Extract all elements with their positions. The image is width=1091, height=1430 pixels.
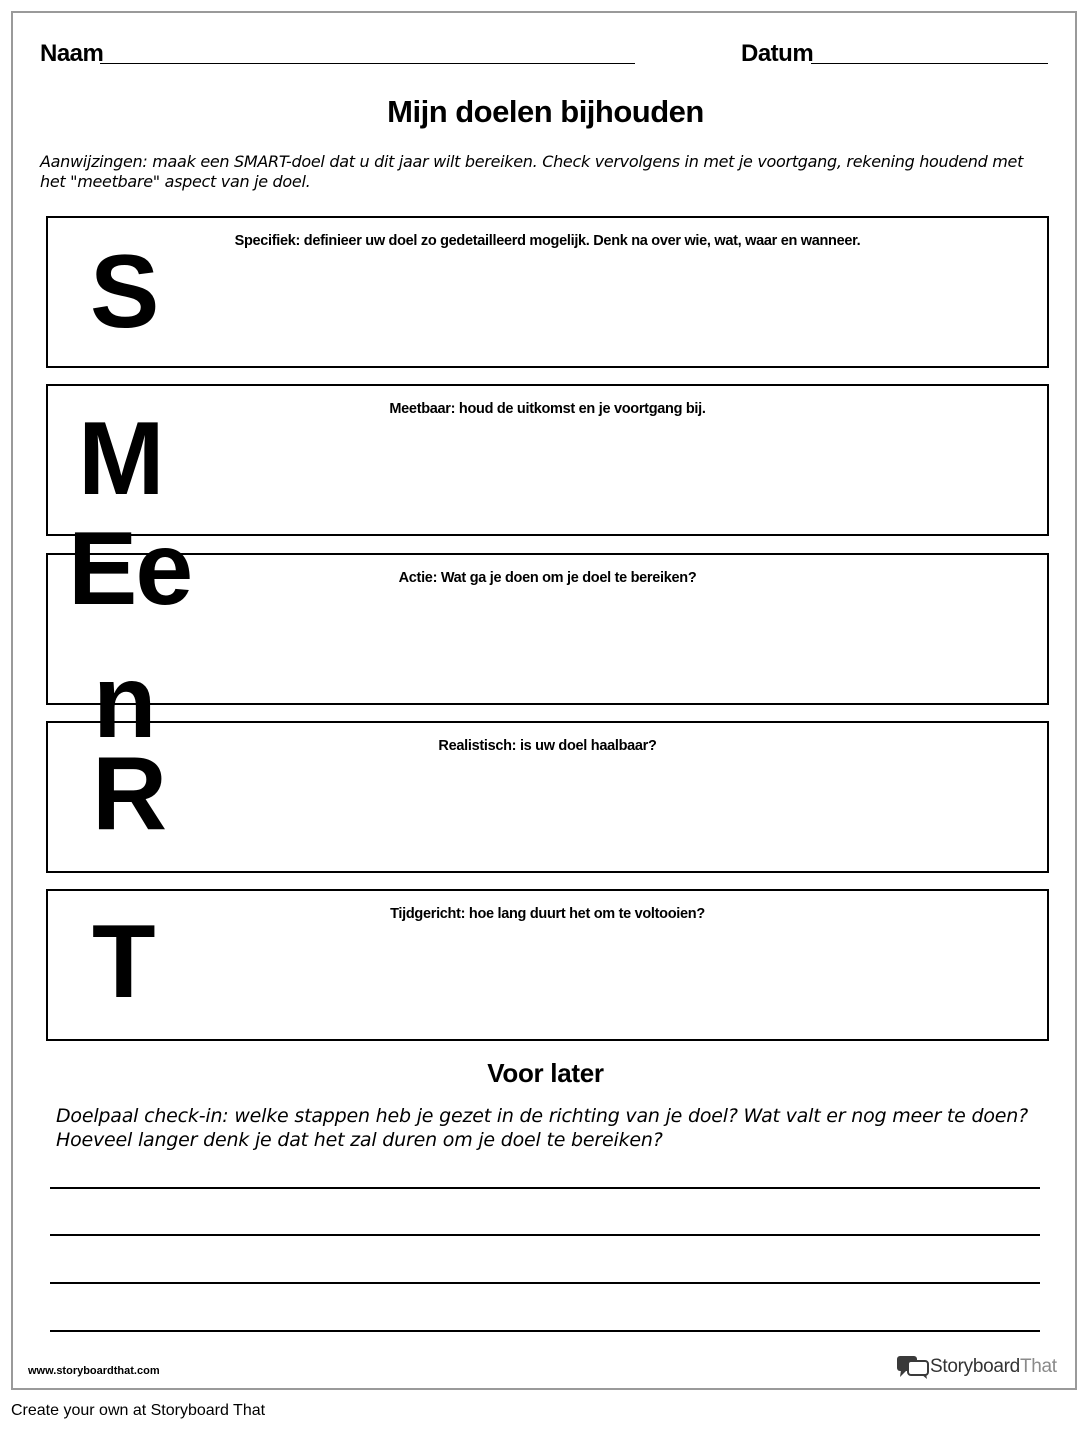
- writing-line[interactable]: [50, 1330, 1040, 1332]
- measurable-box[interactable]: [46, 384, 1049, 536]
- checkin-prompt: Doelpaal check-in: welke stappen heb je gezet in de richting van je doel? Wat valt er nog meer te doen? Hoeveel langer denk je dat het zal duren om je doel te bereiken?: [56, 1105, 1029, 1151]
- name-field-line[interactable]: [100, 63, 635, 64]
- storyboardthat-logo: [896, 1354, 1057, 1380]
- create-your-own-link[interactable]: Create your own at Storyboard That: [11, 1402, 266, 1419]
- later-heading: Voor later: [487, 1058, 604, 1088]
- time-bound-box[interactable]: [46, 889, 1049, 1041]
- letter-s: S: [90, 234, 158, 350]
- name-label: Naam: [40, 40, 104, 67]
- date-label: Datum: [741, 40, 814, 67]
- letter-r: R: [92, 736, 166, 852]
- speech-bubbles-icon: [896, 1354, 930, 1380]
- brand-name: StoryboardThat: [930, 1356, 1057, 1377]
- realistic-label: Realistisch: is uw doel haalbaar?: [438, 738, 657, 754]
- action-label: Actie: Wat ga je doen om je doel te bereiken?: [398, 570, 697, 586]
- date-field-line[interactable]: [811, 63, 1048, 64]
- letter-t: T: [92, 904, 154, 1020]
- letter-n: n: [93, 644, 155, 760]
- time-bound-label: Tijdgericht: hoe lang duurt het om te voltooien?: [390, 906, 705, 922]
- page-title: Mijn doelen bijhouden: [387, 94, 704, 129]
- instructions-text: Aanwijzingen: maak een SMART-doel dat u dit jaar wilt bereiken. Check vervolgens in met je voortgang, rekening houdend met het "meetbare" aspect van je doel.: [40, 152, 1024, 191]
- footer-url: www.storyboardthat.com: [28, 1365, 160, 1377]
- writing-line[interactable]: [50, 1187, 1040, 1189]
- action-box[interactable]: [46, 553, 1049, 705]
- specific-label: Specifiek: definieer uw doel zo gedetailleerd mogelijk. Denk na over wie, wat, waar en wanneer.: [234, 233, 861, 249]
- writing-line[interactable]: [50, 1282, 1040, 1284]
- specific-box[interactable]: [46, 216, 1049, 368]
- letter-e: Ee: [68, 511, 192, 627]
- writing-line[interactable]: [50, 1234, 1040, 1236]
- measurable-label: Meetbaar: houd de uitkomst en je voortgang bij.: [389, 401, 706, 417]
- realistic-box[interactable]: [46, 721, 1049, 873]
- letter-m: M: [78, 401, 163, 517]
